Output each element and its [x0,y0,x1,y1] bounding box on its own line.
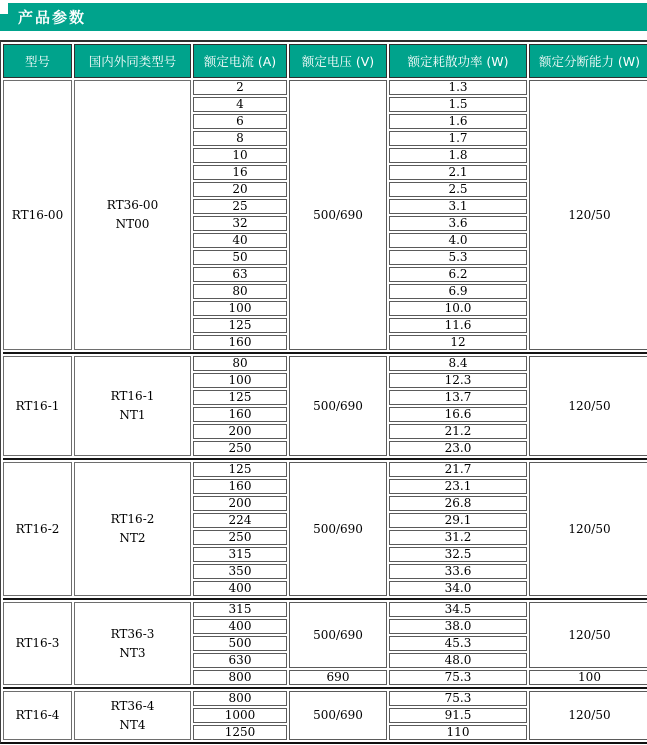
title-bar-notch [0,3,8,14]
equivalent-model-cell [74,691,191,740]
group-separator [3,458,647,460]
current-cell: 125 [193,390,287,405]
current-cell: 8 [193,131,287,146]
equivalent-model-line: NT2 [119,531,146,545]
current-cell: 630 [193,653,287,668]
power-cell: 21.2 [389,424,527,439]
equivalent-model-line: RT36-4 [110,698,155,713]
power-cell: 34.5 [389,602,527,617]
table-header [3,44,647,78]
power-cell: 13.7 [389,390,527,405]
current-cell: 315 [193,602,287,617]
product-parameters-table [0,40,647,744]
current-cell: 160 [193,479,287,494]
group-separator-line [3,352,647,354]
current-cell: 125 [193,318,287,333]
current-cell: 500 [193,636,287,651]
equivalent-model-line: RT36-00 [106,198,159,212]
equivalent-model-cell [74,462,191,596]
breaking-capacity-cell: 120/50 [529,602,647,668]
power-cell: 1.6 [389,114,527,129]
column-header: 型号 [3,44,72,78]
breaking-capacity-cell: 100 [529,670,647,685]
group-separator-line [3,458,647,460]
current-cell: 160 [193,407,287,422]
column-header: 额定电流 (A) [193,44,287,78]
current-cell: 4 [193,97,287,112]
current-cell: 32 [193,216,287,231]
equivalent-model-cell [74,356,191,456]
current-cell: 125 [193,462,287,477]
current-cell: 160 [193,335,287,350]
voltage-cell: 500/690 [289,80,387,350]
breaking-capacity-cell: 120/50 [529,462,647,596]
column-header: 额定分断能力 (W) [529,44,647,78]
current-cell: 40 [193,233,287,248]
table-row [3,462,647,477]
power-cell: 38.0 [389,619,527,634]
current-cell: 250 [193,530,287,545]
current-cell: 800 [193,691,287,706]
power-cell: 32.5 [389,547,527,562]
power-cell: 23.1 [389,479,527,494]
table-body [3,80,647,740]
group-separator [3,598,647,600]
power-cell: 10.0 [389,301,527,316]
current-cell: 6 [193,114,287,129]
voltage-cell: 500/690 [289,602,387,668]
power-cell: 12 [389,335,527,350]
equivalent-model-line: NT4 [119,717,146,732]
group-separator [3,687,647,689]
group-separator-line [3,598,647,600]
power-cell: 1.3 [389,80,527,95]
current-cell: 224 [193,513,287,528]
equivalent-model-line: NT1 [119,408,146,422]
power-cell: 2.1 [389,165,527,180]
equivalent-model-cell [74,80,191,350]
equivalent-model-line: RT16-1 [110,389,155,403]
current-cell: 25 [193,199,287,214]
equivalent-model-line: NT00 [115,217,150,231]
current-cell: 2 [193,80,287,95]
power-cell: 91.5 [389,708,527,723]
page-title-bar [0,3,647,31]
current-cell: 16 [193,165,287,180]
current-cell: 315 [193,547,287,562]
model-cell: RT16-2 [3,462,72,596]
power-cell: 3.1 [389,199,527,214]
power-cell: 29.1 [389,513,527,528]
power-cell: 11.6 [389,318,527,333]
power-cell: 33.6 [389,564,527,579]
voltage-cell: 500/690 [289,356,387,456]
current-cell: 200 [193,424,287,439]
power-cell: 6.9 [389,284,527,299]
voltage-cell: 500/690 [289,691,387,740]
current-cell: 400 [193,619,287,634]
power-cell: 48.0 [389,653,527,668]
power-cell: 12.3 [389,373,527,388]
table-row [3,691,647,706]
current-cell: 1000 [193,708,287,723]
voltage-cell: 500/690 [289,462,387,596]
power-cell: 4.0 [389,233,527,248]
equivalent-model-line: RT36-3 [110,626,155,641]
current-cell: 50 [193,250,287,265]
power-cell: 5.3 [389,250,527,265]
equivalent-model-cell [74,602,191,685]
current-cell: 1250 [193,725,287,740]
column-header: 额定耗散功率 (W) [389,44,527,78]
model-cell: RT16-1 [3,356,72,456]
power-cell: 3.6 [389,216,527,231]
current-cell: 80 [193,284,287,299]
current-cell: 250 [193,441,287,456]
group-separator-line [3,687,647,689]
power-cell: 45.3 [389,636,527,651]
power-cell: 75.3 [389,691,527,706]
power-cell: 6.2 [389,267,527,282]
power-cell: 21.7 [389,462,527,477]
model-cell: RT16-4 [3,691,72,740]
model-cell: RT16-00 [3,80,72,350]
current-cell: 100 [193,373,287,388]
table-row [3,602,647,617]
power-cell: 31.2 [389,530,527,545]
breaking-capacity-cell: 120/50 [529,80,647,350]
equivalent-model-line: RT16-2 [110,512,155,526]
power-cell: 34.0 [389,581,527,596]
table-row [3,80,647,95]
power-cell: 1.8 [389,148,527,163]
power-cell: 8.4 [389,356,527,371]
column-header: 国内外同类型号 [74,44,191,78]
current-cell: 400 [193,581,287,596]
current-cell: 100 [193,301,287,316]
current-cell: 63 [193,267,287,282]
table-row [3,356,647,371]
power-cell: 1.5 [389,97,527,112]
current-cell: 20 [193,182,287,197]
current-cell: 200 [193,496,287,511]
power-cell: 23.0 [389,441,527,456]
page-title: 产品参数 [18,8,87,27]
group-separator [3,352,647,354]
power-cell: 110 [389,725,527,740]
voltage-cell: 690 [289,670,387,685]
model-cell: RT16-3 [3,602,72,685]
power-cell: 2.5 [389,182,527,197]
power-cell: 75.3 [389,670,527,685]
power-cell: 16.6 [389,407,527,422]
current-cell: 350 [193,564,287,579]
breaking-capacity-cell: 120/50 [529,691,647,740]
column-header: 额定电压 (V) [289,44,387,78]
current-cell: 80 [193,356,287,371]
breaking-capacity-cell: 120/50 [529,356,647,456]
table-header-row [3,44,647,78]
current-cell: 800 [193,670,287,685]
current-cell: 10 [193,148,287,163]
power-cell: 1.7 [389,131,527,146]
power-cell: 26.8 [389,496,527,511]
equivalent-model-line: NT3 [119,645,146,660]
